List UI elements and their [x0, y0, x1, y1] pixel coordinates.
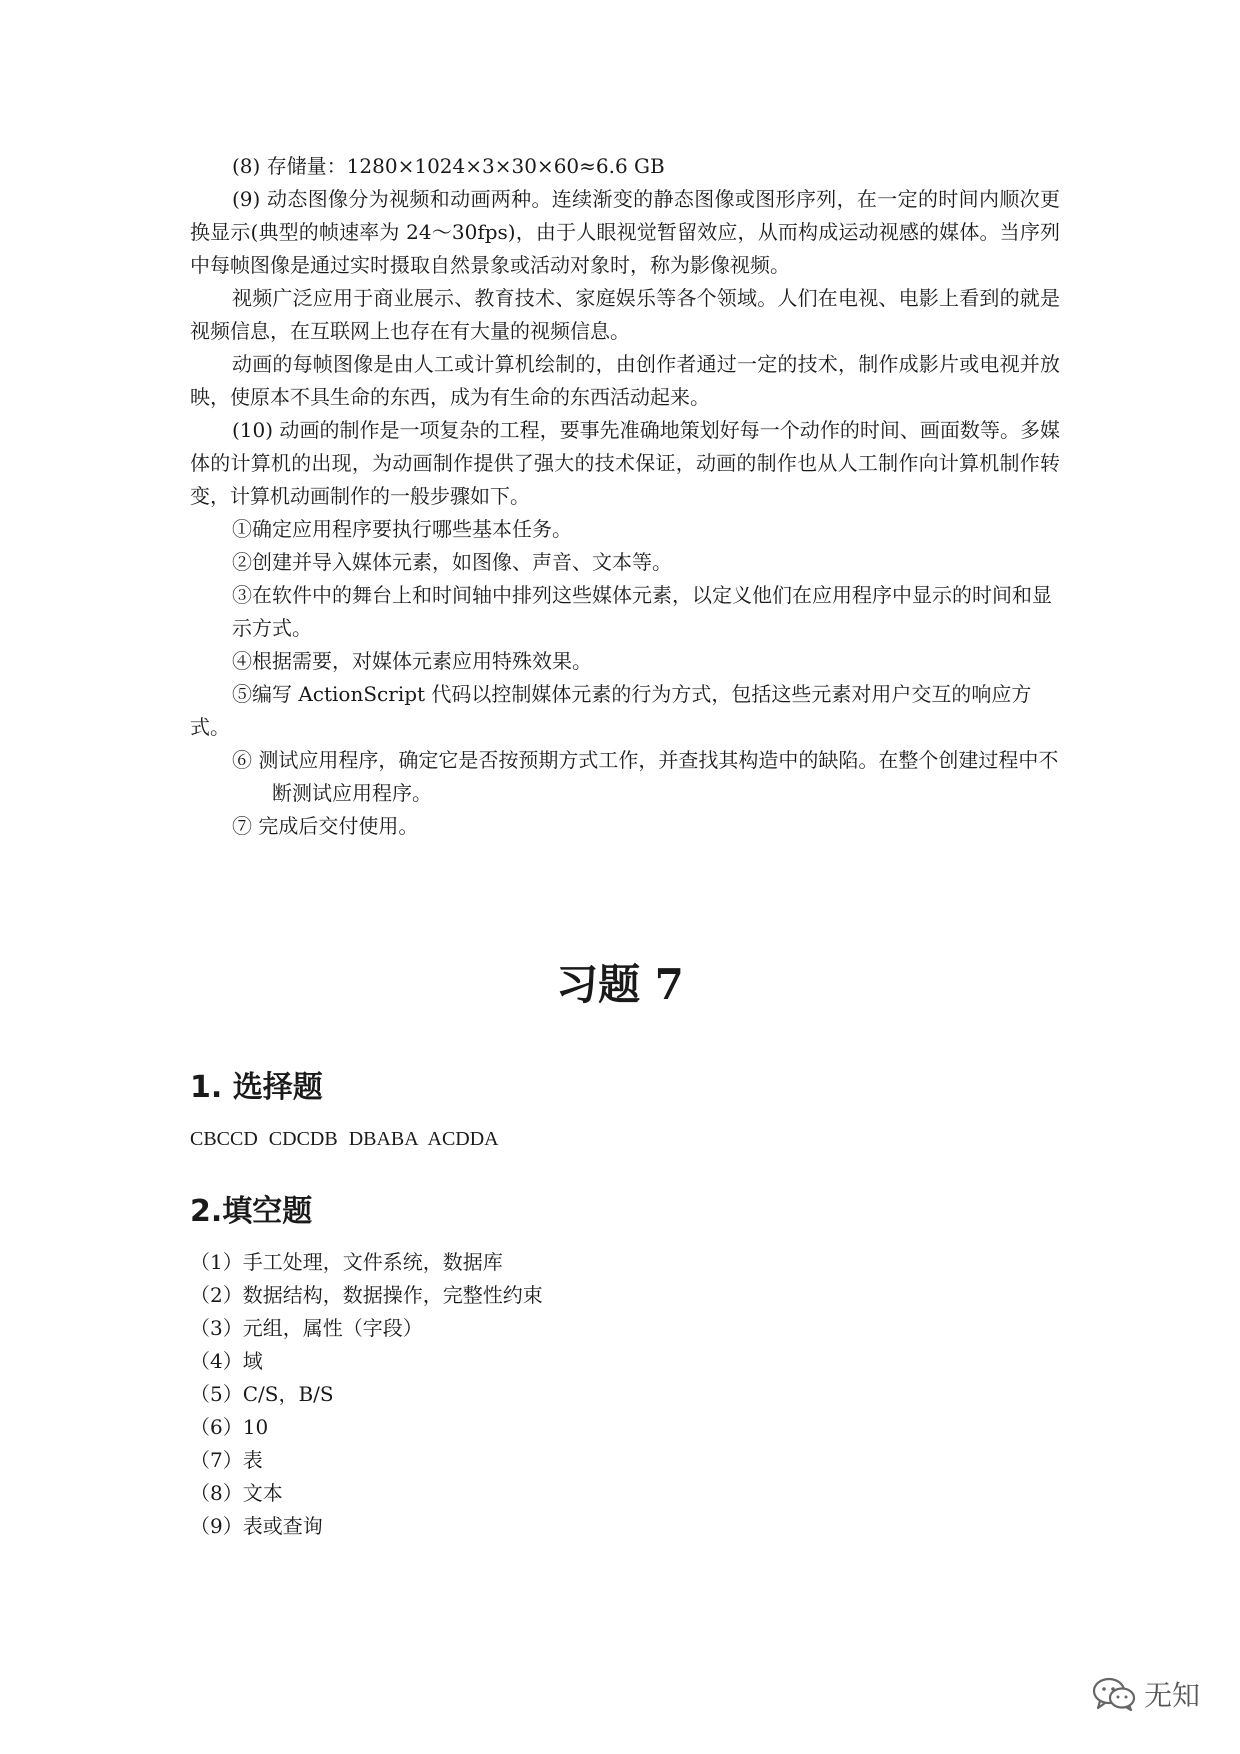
step-3: ③在软件中的舞台上和时间轴中排列这些媒体元素，以定义他们在应用程序中显示的时间和显示方式。 [232, 583, 1052, 640]
paragraph-video: 视频广泛应用于商业展示、教育技术、家庭娱乐等各个领域。人们在电视、电影上看到的就是视频信息，在互联网上也存在有大量的视频信息。 [190, 286, 1060, 343]
choice-answers: CBCCD CDCDB DBABA ACDDA [190, 1128, 499, 1150]
list-item: （1）手工处理，文件系统，数据库 [190, 1250, 503, 1274]
choice-section [190, 1062, 1060, 1151]
answer-text-block [190, 150, 1060, 843]
watermark-text: 无知 [1143, 1679, 1200, 1712]
step-4: ④根据需要，对媒体元素应用特殊效果。 [232, 649, 592, 673]
list-item: （9）表或查询 [190, 1514, 323, 1538]
chapter-title: 习题 7 [556, 960, 684, 1009]
list-item: （5）C/S，B/S [190, 1382, 334, 1406]
watermark [1092, 1674, 1200, 1714]
step-5: ⑤编写 ActionScript 代码以控制媒体元素的行为方式，包括这些元素对用户交互的响应方式。 [190, 682, 1032, 739]
fill-heading: 2.填空题 [190, 1194, 313, 1229]
paragraph-animation: 动画的每帧图像是由人工或计算机绘制的，由创作者通过一定的技术，制作成影片或电视并放映，使原本不具生命的东西，成为有生命的东西活动起来。 [190, 352, 1060, 409]
wechat-icon [1092, 1677, 1136, 1711]
list-item: （7）表 [190, 1448, 263, 1472]
list-item: （8）文本 [190, 1481, 283, 1505]
step-1: ①确定应用程序要执行哪些基本任务。 [232, 517, 572, 541]
list-item: （2）数据结构，数据操作，完整性约束 [190, 1283, 543, 1307]
step-7: ⑦ 完成后交付使用。 [232, 814, 419, 838]
fill-answer-list [190, 1246, 1060, 1543]
fill-section [190, 1186, 1060, 1543]
step-2: ②创建并导入媒体元素，如图像、声音、文本等。 [232, 550, 672, 574]
paragraph-9: (9) 动态图像分为视频和动画两种。连续渐变的静态图像或图形序列，在一定的时间内顺次更换显示(典型的帧速率为 24～30fps)，由于人眼视觉暂留效应，从而构成运动视感的媒体。当序列中每帧图像是通过实时摄取自然景象或活动对象时，称为影像视频。 [190, 187, 1060, 277]
paragraph-8: (8) 存储量：1280×1024×3×30×60≈6.6 GB [232, 154, 665, 178]
paragraph-10: (10) 动画的制作是一项复杂的工程，要事先准确地策划好每一个动作的时间、画面数等。多媒体的计算机的出现，为动画制作提供了强大的技术保证，动画的制作也从人工制作向计算机制作转变，计算机动画制作的一般步骤如下。 [190, 418, 1060, 508]
list-item: （3）元组，属性（字段） [190, 1316, 423, 1340]
choice-heading: 1. 选择题 [190, 1070, 323, 1105]
list-item: （4）域 [190, 1349, 263, 1373]
list-item: （6）10 [190, 1415, 269, 1439]
step-6: ⑥ 测试应用程序，确定它是否按预期方式工作，并查找其构造中的缺陷。在整个创建过程中不断测试应用程序。 [232, 748, 1059, 805]
